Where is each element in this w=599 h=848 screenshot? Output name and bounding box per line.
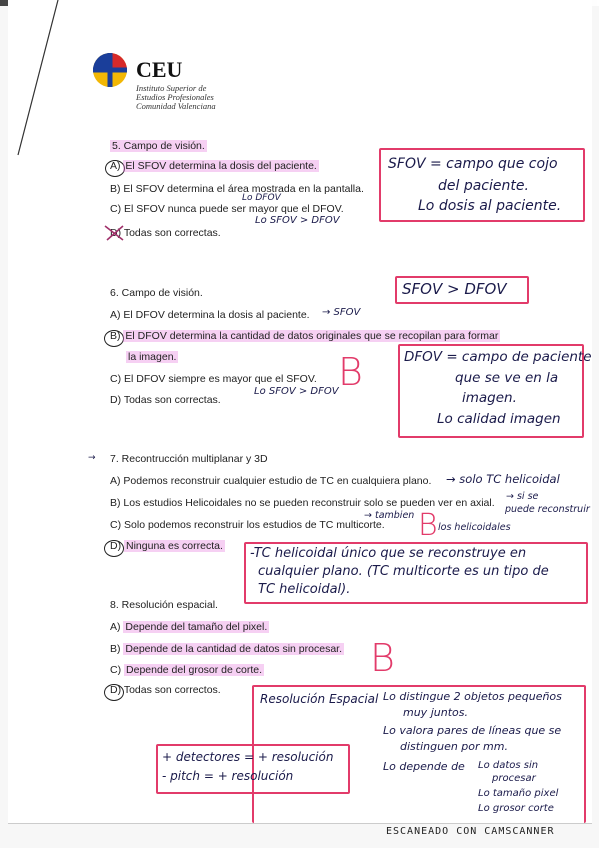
q5-box-line: Lo dosis al paciente. (418, 198, 562, 214)
q8-option-b: B) Depende de la cantidad de datos sin procesar. (110, 643, 342, 655)
q7-option-a: A) Podemos reconstruir cualquier estudio de TC en cualquiera plano. (110, 475, 432, 487)
q8-answer-letter: B (370, 636, 395, 680)
q8-small-box-line: - pitch = + resolución (162, 769, 294, 783)
q6-option-c: C) El DFOV siempre es mayor que el SFOV. (110, 373, 317, 385)
q6-option-a: A) El DFOV determina la dosis al paciente. (110, 309, 310, 321)
q6-title: 6. Campo de visión. (110, 287, 203, 299)
q7-note-b: puede reconstruir (505, 504, 590, 515)
q6-note-c: Lo SFOV > DFOV (254, 386, 339, 397)
q7-box-line: -TC helicoidal único que se reconstruye en (250, 546, 527, 561)
q5-box-line: del paciente. (438, 178, 529, 194)
q6-box-line: que se ve en la (455, 370, 559, 386)
q6-option-b: B) El DFOV determina la cantidad de datos originales que se recopilan para formar (110, 330, 499, 342)
q6-box-line: DFOV = campo de paciente (404, 349, 592, 365)
scanner-watermark: ESCANEADO CON CAMSCANNER (386, 826, 555, 837)
q8-option-a: A) Depende del tamaño del pixel. (110, 621, 268, 633)
q8-title: 8. Resolución espacial. (110, 599, 218, 611)
q8-option-c: C) Depende del grosor de corte. (110, 664, 263, 676)
q8-box-line: muy juntos. (403, 706, 468, 719)
q8-option-d: D) Todas son correctos. (110, 684, 221, 696)
q7-note-b: → si se (506, 491, 539, 502)
q8-box-line: Lo grosor corte (478, 803, 554, 814)
institute-line: Estudios Profesionales (136, 92, 214, 102)
q8-box-line: Lo distingue 2 objetos pequeños (383, 690, 562, 703)
q7-option-c: C) Solo podemos reconstruir los estudios de TC multicorte. (110, 519, 385, 531)
q7-option-b: B) Los estudios Helicoidales no se pueden reconstruir solo se pueden ver en axial. (110, 497, 495, 509)
q5-note-dfov: Lo DFOV (242, 193, 281, 203)
q7-note-c: los helicoidales (438, 522, 511, 533)
institute-line: Instituto Superior de (136, 83, 207, 93)
q5-title: 5. Campo de visión. (112, 140, 205, 152)
q6-answer-letter: B (338, 350, 363, 394)
q6-top-box-text: SFOV > DFOV (402, 280, 507, 298)
q6-option-d: D) Todas son correctas. (110, 394, 221, 406)
q6-note-a: → SFOV (322, 307, 361, 318)
q7-note-a: → solo TC helicoidal (446, 472, 560, 486)
q5-box-line: SFOV = campo que cojo (388, 156, 558, 172)
institute-name (136, 84, 256, 111)
q7-arrow-mark: → (88, 453, 96, 463)
q7-note-c: → tambien (364, 510, 415, 521)
q5-option-b: B) El SFOV determina el área mostrada en la pantalla. (110, 183, 364, 195)
q8-box-line: Lo tamaño pixel (478, 788, 559, 799)
q7-box-line: TC helicoidal). (258, 582, 351, 597)
q8-box-line: Lo datos sin (478, 760, 539, 771)
q8-small-box-line: + detectores = + resolución (162, 750, 334, 764)
q5-option-c: C) El SFOV nunca puede ser mayor que el DFOV. (110, 203, 344, 215)
logo-text: CEU (136, 57, 183, 82)
q7-title: 7. Recontrucción multiplanar y 3D (110, 453, 268, 465)
q8-box-label: Resolución Espacial (260, 692, 379, 706)
q6-option-b-cont: la imagen. (128, 351, 177, 363)
q7-answer-letter: B (418, 508, 438, 543)
q8-box-line: Lo valora pares de líneas que se (383, 724, 562, 737)
ceu-logo-icon (92, 52, 128, 88)
q8-box-line: distinguen por mm. (400, 740, 508, 753)
q5-note-c: Lo SFOV > DFOV (255, 215, 340, 226)
q6-box-line: Lo calidad imagen (437, 411, 561, 427)
q5-option-a: A) El SFOV determina la dosis del paciente. (110, 160, 317, 172)
q8-box-line: procesar (492, 773, 536, 784)
q7-option-d: D) Ninguna es correcta. (110, 540, 223, 552)
institute-line: Comunidad Valenciana (136, 101, 216, 111)
q6-box-line: imagen. (462, 390, 517, 406)
page-bottom-edge (8, 823, 592, 824)
q5-cross-mark (103, 224, 125, 242)
q8-box-line: Lo depende de (383, 760, 465, 773)
q7-box-line: cualquier plano. (TC multicorte es un tipo de (258, 564, 549, 579)
q5-option-d: D) Todas son correctas. (110, 227, 221, 239)
